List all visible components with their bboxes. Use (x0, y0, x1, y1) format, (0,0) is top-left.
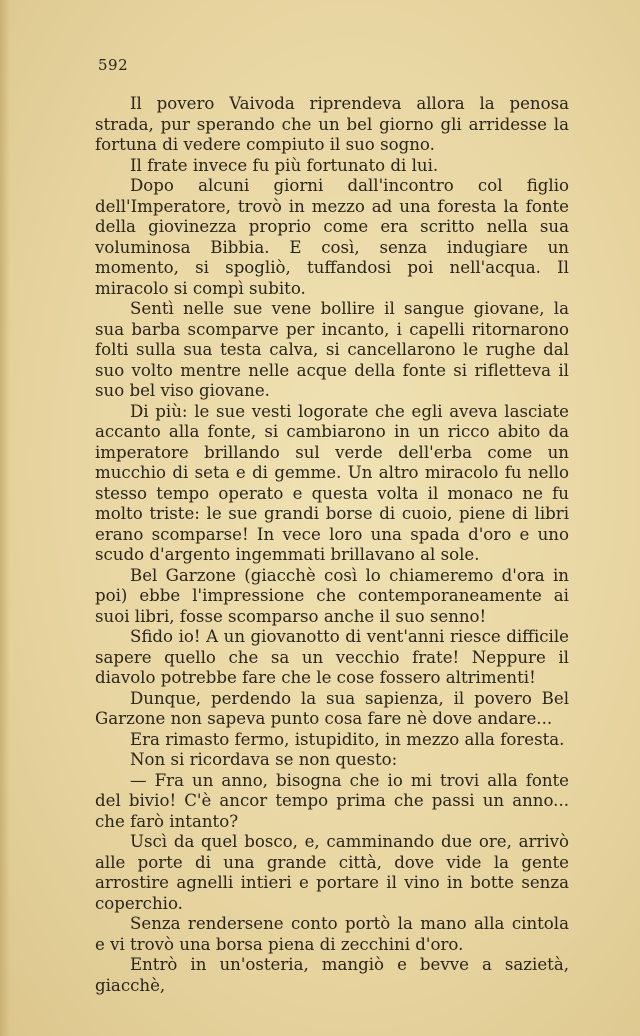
paragraph: Il povero Vaivoda riprendeva allora la penosa strada, pur sperando che un bel giorno gli arridesse la fortuna di vedere compiuto il suo sogno. (95, 94, 569, 154)
paragraph: Sentì nelle sue vene bollire il sangue giovane, la sua barba scomparve per incanto, i capelli ritornarono folti sulla sua testa calva, si cancellarono le rughe dal suo volto mentre nelle acque della fonte si rifletteva il suo bel viso giovane. (95, 299, 569, 400)
paragraph: Entrò in un'osteria, mangiò e bevve a sazietà, giacchè, (95, 955, 569, 995)
paragraph: Non si ricordava se non questo: (130, 750, 398, 769)
paragraph: Sfido io! A un giovanotto di vent'anni riesce difficile sapere quello che sa un vecchio frate! Neppure il diavolo potrebbe fare che le cose fossero altrimenti! (95, 627, 569, 687)
paragraph: Uscì da quel bosco, e, camminando due ore, arrivò alle porte di una grande città, dove vide la gente arrostire agnelli intieri e portare il vino in botte senza coperchio. (95, 832, 569, 913)
paragraph: Bel Garzone (giacchè così lo chiameremo d'ora in poi) ebbe l'impressione che contemporaneamente ai suoi libri, fosse scomparso anche il suo senno! (95, 565, 569, 626)
page-number: 592 (98, 56, 129, 74)
paragraph: Dopo alcuni giorni dall'incontro col figlio dell'Imperatore, trovò in mezzo ad una foresta la fonte della giovinezza proprio come era scritto nella sua voluminosa Bibbia. E così, senza indugiare un momento, si spogliò, tuffandosi poi nell'acqua. Il miracolo si compì subito. (95, 176, 569, 298)
paragraph: Di più: le sue vesti logorate che egli aveva lasciate accanto alla fonte, si cambiarono in un ricco abito da imperatore brillando sul verde dell'erba come un mucchio di seta e di gemme. Un altro miracolo fu nello stesso tempo operato e questa volta il monaco ne fu molto triste: le sue grandi borse di cuoio, piene di libri erano scomparse! In vece loro una spada d'oro e uno scudo d'argento ingemmati brillavano al sole. (95, 401, 569, 564)
page-edge-shadow (0, 0, 10, 1036)
body-text (95, 94, 569, 996)
paragraph: Dunque, perdendo la sua sapienza, il povero Bel Garzone non sapeva punto cosa fare nè dove andare... (95, 688, 569, 728)
paragraph: Il frate invece fu più fortunato di lui. (130, 155, 439, 175)
paragraph: Senza rendersene conto portò la mano alla cintola e vi trovò una borsa piena di zecchini d'oro. (95, 914, 569, 954)
paragraph: — Fra un anno, bisogna che io mi trovi alla fonte del bivio! C'è ancor tempo prima che passi un anno... che farò intanto? (95, 770, 569, 831)
paragraph: Era rimasto fermo, istupidito, in mezzo alla foresta. (130, 729, 565, 749)
